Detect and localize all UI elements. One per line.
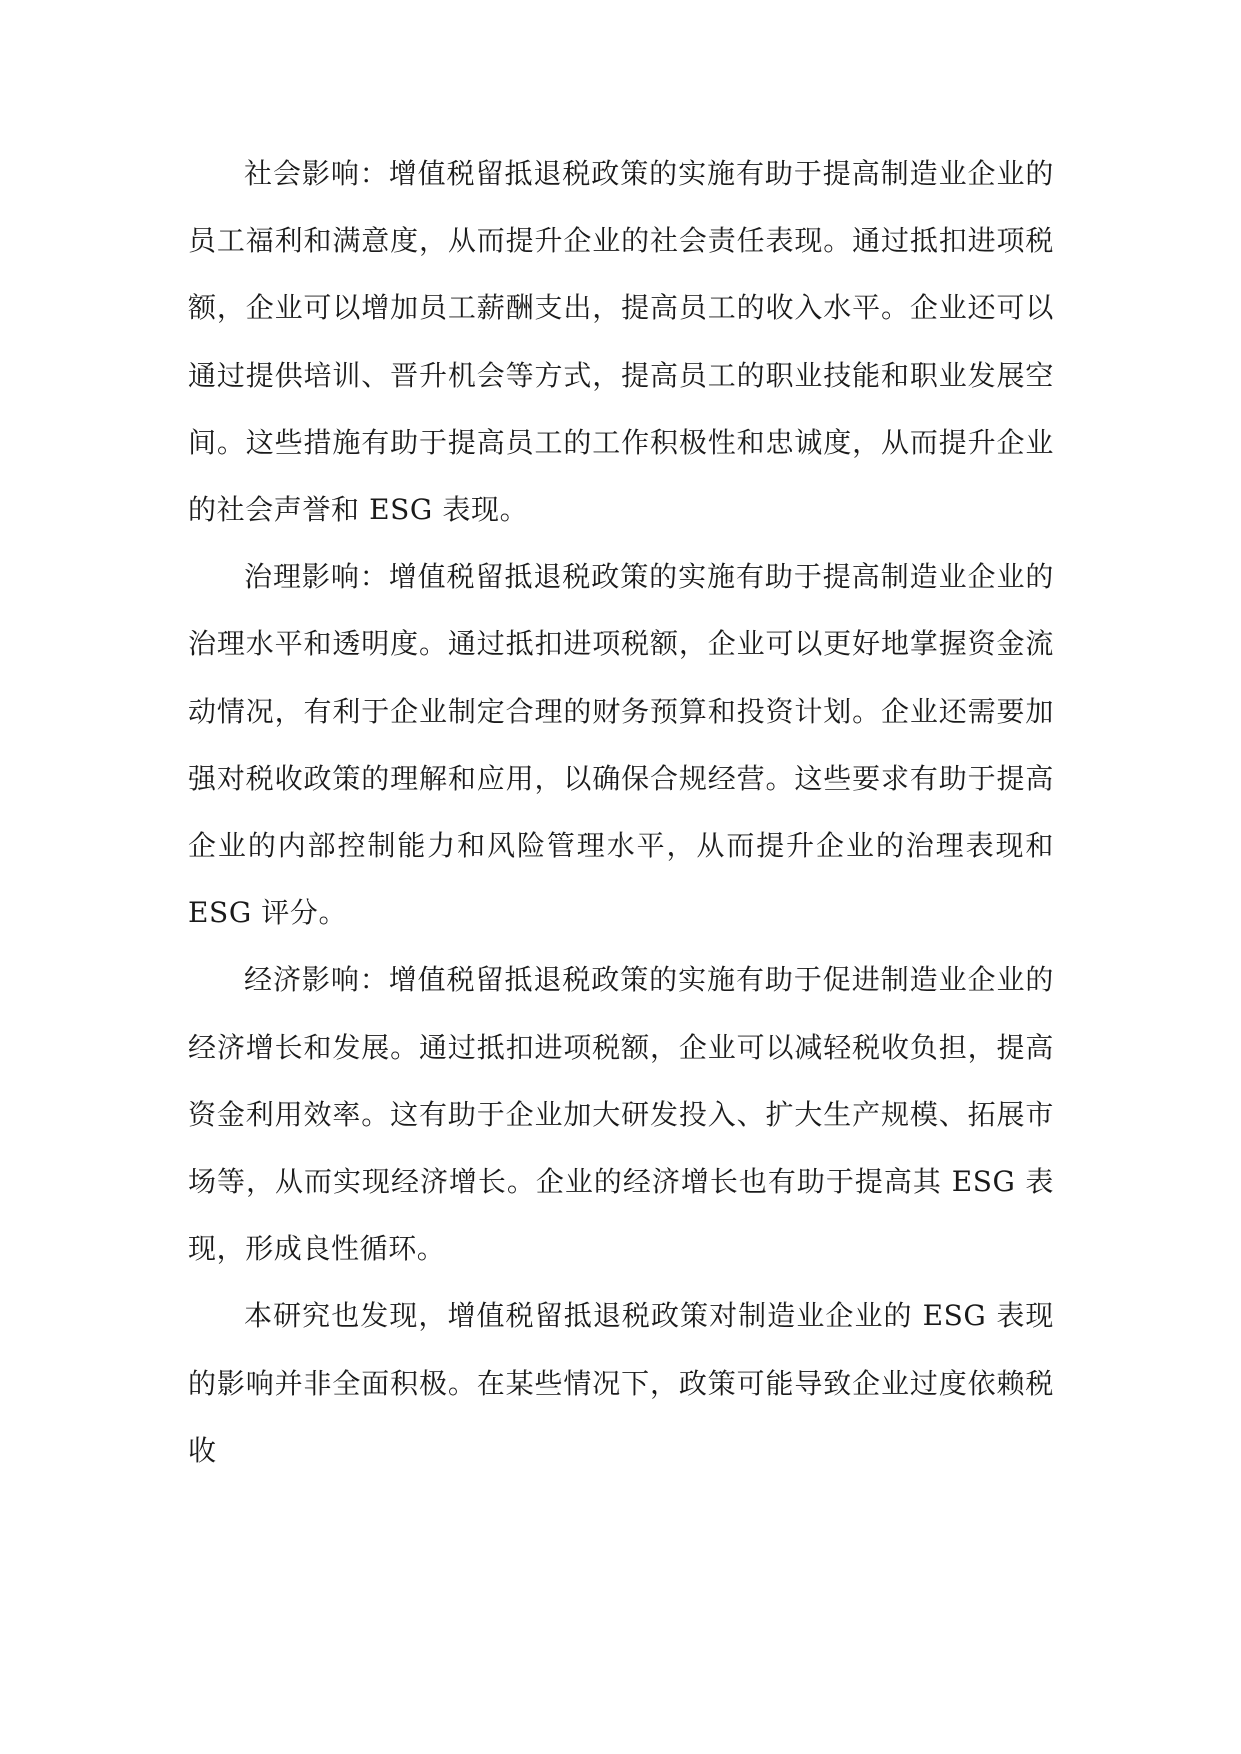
paragraph-findings: 本研究也发现，增值税留抵退税政策对制造业企业的 ESG 表现的影响并非全面积极。在某些情况下，政策可能导致企业过度依赖税收 [188,1299,1054,1467]
paragraph-economic-impact: 经济影响：增值税留抵退税政策的实施有助于促进制造业企业的经济增长和发展。通过抵扣进项税额，企业可以减轻税收负担，提高资金利用效率。这有助于企业加大研发投入、扩大生产规模、拓展市场等，从而实现经济增长。企业的经济增长也有助于提高其 ESG 表现，形成良性循环。 [188,963,1054,1266]
paragraph-social-impact: 社会影响：增值税留抵退税政策的实施有助于提高制造业企业的员工福利和满意度，从而提升企业的社会责任表现。通过抵扣进项税额，企业可以增加员工薪酬支出，提高员工的收入水平。企业还可以通过提供培训、晋升机会等方式，提高员工的职业技能和职业发展空间。这些措施有助于提高员工的工作积极性和忠诚度，从而提升企业的社会声誉和 ESG 表现。 [188,157,1054,527]
paragraph-governance-impact: 治理影响：增值税留抵退税政策的实施有助于提高制造业企业的治理水平和透明度。通过抵扣进项税额，企业可以更好地掌握资金流动情况，有利于企业制定合理的财务预算和投资计划。企业还需要加强对税收政策的理解和应用，以确保合规经营。这些要求有助于提高企业的内部控制能力和风险管理水平，从而提升企业的治理表现和 ESG 评分。 [188,560,1054,930]
body-text [188,140,1054,1484]
